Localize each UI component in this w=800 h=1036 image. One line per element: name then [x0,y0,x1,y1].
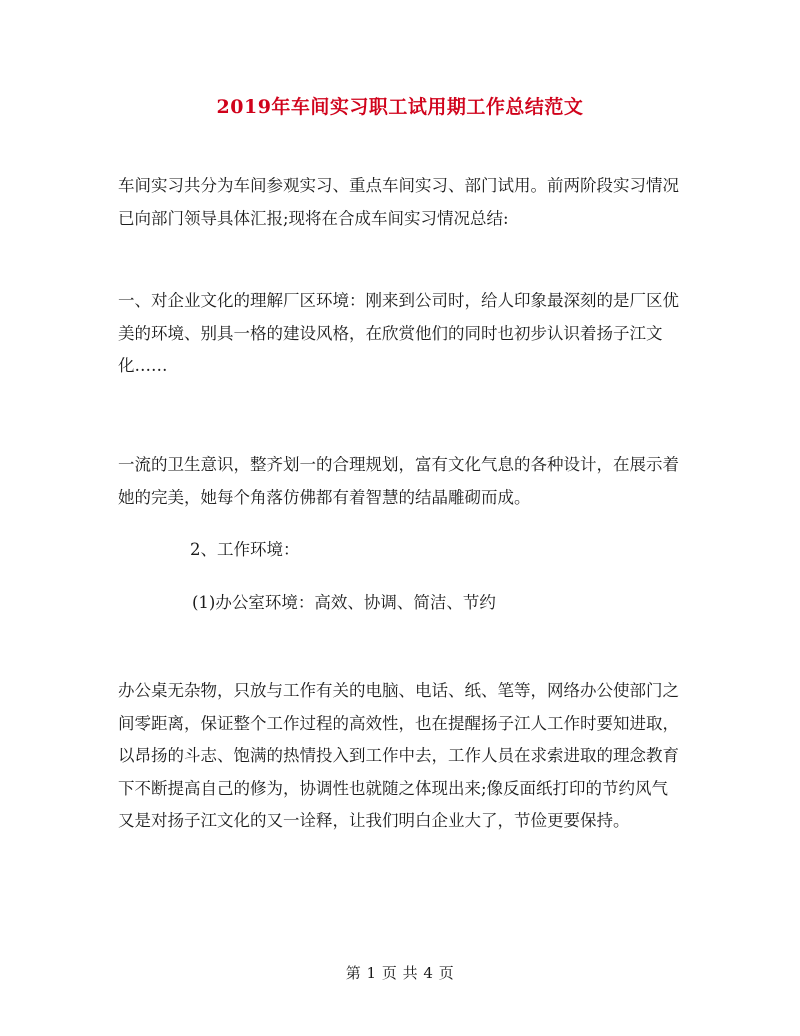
paragraph-hygiene: 一流的卫生意识，整齐划一的合理规划，富有文化气息的各种设计，在展示着她的完美，她每个角落仿佛都有着智慧的结晶雕砌而成。 [118,455,679,507]
document-title: 2019年车间实习职工试用期工作总结范文 [216,96,584,118]
paragraph-office-details: 办公桌无杂物，只放与工作有关的电脑、电话、纸、笔等，网络办公使部门之间零距离，保证整个工作过程的高效性，也在提醒扬子江人工作时要知进取，以昂扬的斗志、饱满的热情投入到工作中去，工作人员在求索进取的理念教育下不断提高自己的修为，协调性也就随之体现出来;像反面纸打印的节约风气又是对扬子江文化的又一诠释，让我们明白企业大了，节俭更要保持。 [118,681,679,830]
page-number-footer: 第 1 页 共 4 页 [345,964,455,982]
paragraph-intro: 车间实习共分为车间参观实习、重点车间实习、部门试用。前两阶段实习情况已向部门领导具体汇报;现将在合成车间实习情况总结: [118,176,679,228]
section-heading-work-environment: 2、工作环境： [190,540,300,559]
paragraph-corporate-culture: 一、对企业文化的理解厂区环境：刚来到公司时，给人印象最深刻的是厂区优美的环境、别具一格的建设风格，在欣赏他们的同时也初步认识着扬子江文化…… [118,291,679,375]
subsection-heading-office-environment: (1)办公室环境：高效、协调、简洁、节约 [192,593,496,612]
